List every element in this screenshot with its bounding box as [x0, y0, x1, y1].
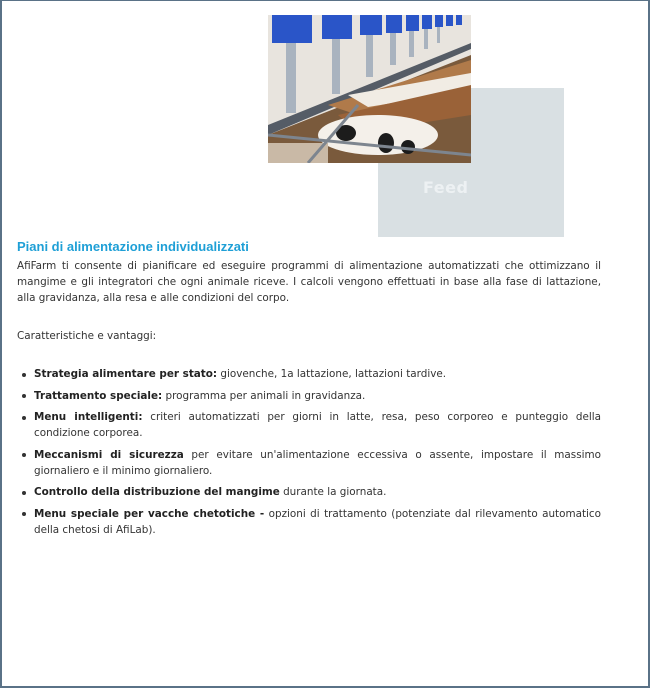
feature-text: criteri automatizzati per giorni in latte, resa, peso corporeo e punteggio della condizione corporea.: [34, 411, 601, 439]
list-item: [34, 506, 601, 538]
features-label: Caratteristiche e vantaggi:: [17, 330, 157, 342]
feature-text: durante la giornata.: [279, 486, 387, 498]
feed-overlay-label: Feed: [423, 178, 469, 197]
list-item: [34, 409, 601, 441]
feature-text: programma per animali in gravidanza.: [162, 389, 366, 402]
intro-paragraph: AfiFarm ti consente di pianificare ed eseguire programmi di alimentazione automatizzati che ottimizzano il mangime e gli integratori che ogni animale riceve. I calcoli vengono effettuati in base alla fase di lattazione, alla gravidanza, alla resa e alle condizioni del corpo.: [17, 260, 601, 304]
feature-heading: Meccanismi di sicurezza: [34, 448, 184, 461]
list-item: [34, 484, 601, 500]
section-title: Piani di alimentazione individualizzati: [17, 239, 249, 254]
hero-image-cows-feeding: [268, 15, 471, 163]
list-item: [34, 366, 601, 382]
list-item: [34, 388, 601, 404]
feature-heading: Controllo della distribuzione del mangime: [34, 486, 280, 498]
feature-heading: Trattamento speciale:: [34, 389, 163, 402]
list-item: [34, 447, 601, 479]
feature-heading: Strategia alimentare per stato:: [34, 368, 218, 380]
features-list: [17, 366, 601, 543]
feature-text: per evitare un'alimentazione eccessiva o assente, impostare il massimo giornaliero e il minimo giornaliero.: [34, 448, 601, 477]
feature-text: giovenche, 1a lattazione, lattazioni tardive.: [217, 368, 447, 380]
feature-heading: Menu speciale per vacche chetotiche -: [34, 507, 265, 520]
feature-text: opzioni di trattamento (potenziate dal rilevamento automatico della chetosi di AfiLab).: [34, 507, 602, 536]
feature-heading: Menu intelligenti:: [34, 411, 143, 423]
